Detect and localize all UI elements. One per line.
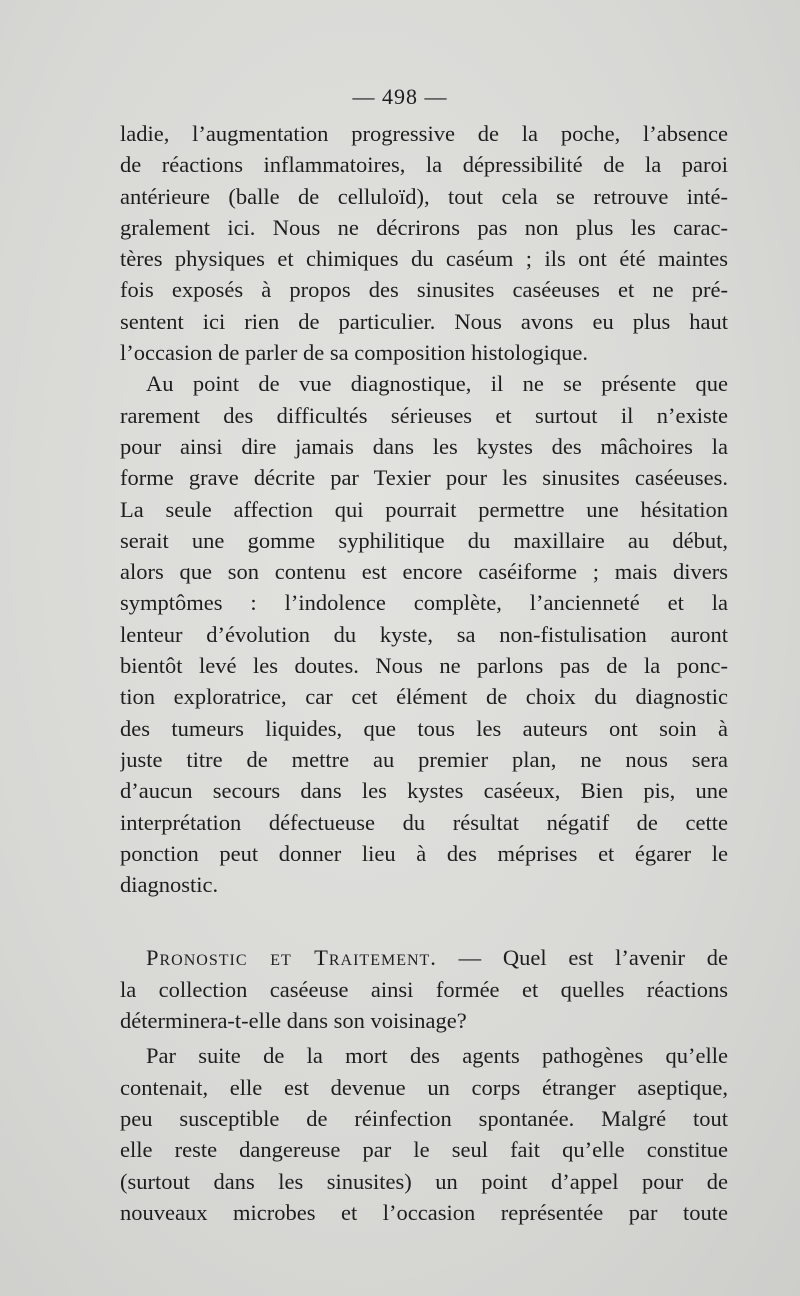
text-line: la collection caséeuse ainsi formée et quelles réactions — [120, 976, 728, 1002]
text-line: l’occasion de parler de sa composition histologique. — [120, 340, 589, 366]
text-line: peu susceptible de réinfection spontanée. Malgré tout — [120, 1105, 728, 1131]
text-line: diagnostic. — [120, 872, 219, 898]
text-line: symptômes : l’indolence complète, l’ancienneté et la — [120, 590, 728, 616]
text-line: d’aucun secours dans les kystes caséeux, Bien pis, une — [120, 778, 728, 804]
text-line: antérieure (balle de celluloïd), tout cela se retrouve inté- — [120, 183, 728, 209]
page-number: — 498 — — [352, 84, 448, 109]
text-line: elle reste dangereuse par le seul fait qu’elle constitue — [120, 1137, 728, 1163]
section-pronostic — [120, 942, 728, 1036]
text-line: Quel est l’avenir de — [502, 945, 728, 971]
text-line: alors que son contenu est encore caséiforme ; mais divers — [120, 559, 728, 585]
text-line: interprétation défectueuse du résultat négatif de cette — [120, 809, 728, 835]
text-body — [120, 118, 728, 1228]
text-line: Au point de vue diagnostique, il ne se présente que — [146, 371, 728, 397]
text-line: Par suite de la mort des agents pathogènes qu’elle — [146, 1043, 728, 1069]
text-line: nouveaux microbes et l’occasion représentée par toute — [120, 1199, 728, 1225]
text-line: contenait, elle est devenue un corps étranger aseptique, — [120, 1074, 728, 1100]
text-line: bientôt levé les doutes. Nous ne parlons pas de la ponc- — [120, 653, 728, 679]
text-line: sentent ici rien de particulier. Nous avons eu plus haut — [120, 308, 728, 334]
text-line: lenteur d’évolution du kyste, sa non-fistulisation auront — [120, 621, 728, 647]
paragraph-4 — [120, 1040, 728, 1228]
text-line: serait une gomme syphilitique du maxillaire au début, — [120, 527, 728, 553]
text-line: déterminera-t-elle dans son voisinage? — [120, 1008, 467, 1034]
text-line: fois exposés à propos des sinusites caséeuses et ne pré- — [120, 277, 728, 303]
section-first-line — [120, 942, 728, 973]
text-line: des tumeurs liquides, que tous les auteurs ont soin à — [120, 715, 728, 741]
section-heading: Pronostic et Traitement. — [146, 945, 437, 971]
text-line: gralement ici. Nous ne décrirons pas non plus les carac- — [120, 214, 728, 240]
text-line: ladie, l’augmentation progressive de la poche, l’absence — [120, 121, 728, 146]
text-line: rarement des difficultés sérieuses et surtout il n’existe — [120, 402, 728, 428]
text-line: (surtout dans les sinusites) un point d’appel pour de — [120, 1168, 728, 1194]
text-line: de réactions inflammatoires, la dépressibilité de la paroi — [120, 152, 728, 178]
heading-dash: — — [436, 945, 503, 971]
text-line: forme grave décrite par Texier pour les sinusites caséeuses. — [120, 465, 728, 491]
text-line: pour ainsi dire jamais dans les kystes des mâchoires la — [120, 433, 728, 459]
text-line: La seule affection qui pourrait permettre une hésitation — [120, 496, 728, 522]
paragraph-2 — [120, 368, 728, 900]
text-line: tères physiques et chimiques du caséum ; ils ont été maintes — [120, 246, 728, 272]
text-line: juste titre de mettre au premier plan, ne nous sera — [120, 746, 728, 772]
section-gap — [120, 900, 728, 942]
text-line: ponction peut donner lieu à des méprises et égarer le — [120, 840, 728, 866]
text-line: tion exploratrice, car cet élément de choix du diagnostic — [120, 684, 728, 710]
paragraph-1 — [120, 118, 728, 368]
